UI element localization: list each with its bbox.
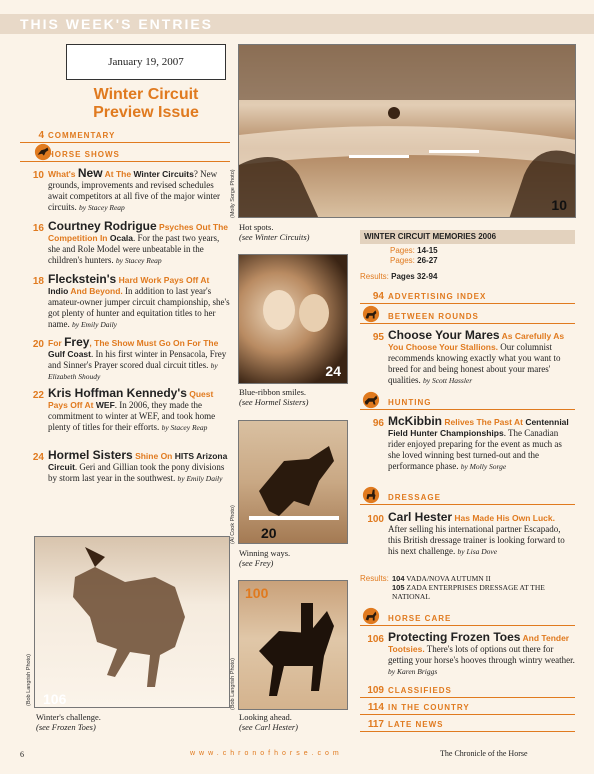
top-banner [0,14,594,34]
results-pages: Results: Pages 32-94 [360,272,438,281]
photo-winter-horse: 106 [34,536,230,708]
caption-winning-ways: Winning ways. (see Frey) [239,548,291,568]
page-number: 6 [20,750,24,759]
entry-frozen-toes[interactable]: 106 Protecting Frozen Toes And Tender Tootsies. There's lots of options out there for getting your horse's hooves through wintry weather. by Karen Briggs [367,630,575,676]
page-title: THIS WEEK'S ENTRIES [20,16,214,32]
entry-hormel-sisters[interactable]: 24 Hormel Sisters Shine On HITS Arizona Circuit. Geri and Gillian took the pony divisions by storm last year in the southwest. by Emily Daily [32,448,228,483]
section-late-news[interactable]: 117 LATE NEWS [360,719,575,732]
horse-rider-icon [362,305,380,323]
photo-show-ring: 10 [238,44,576,218]
entry-carl-hester[interactable]: 100 Carl Hester Has Made His Own Luck. After selling his international partner Escapado, this British dressage trainer is looking forward to his next challenge. by Lisa Dove [367,510,565,556]
caption-hot-spots: Hot spots. (see Winter Circuits) [239,222,310,242]
page-footer [0,746,594,774]
dressage-horse-icon [362,486,380,504]
photo-frey-jumper: 20 [238,420,348,544]
website-link[interactable]: www.chronofhorse.com [190,750,343,757]
entry-fleckstein[interactable]: 18 Fleckstein's Hard Work Pays Off At Indio And Beyond. In addition to last year's amateur-owner jumper circuit championship, she's got plenty of hunter and equitation titles to her name. by Emily Daily [32,272,230,329]
section-classifieds[interactable]: 109 CLASSIFIEDS [360,685,575,698]
entry-choose-your-mares[interactable]: 95 Choose Your Mares As Carefully As You Choose Your Stallions. Our columnist recommends knowing exactly what you want to breed for and being honest about your mares' qualities. by Scott Hassler [372,328,565,385]
caption-blue-ribbon: Blue-ribbon smiles. (see Hormel Sisters) [239,387,309,407]
section-horse-care[interactable]: HORSE CARE [360,613,575,626]
photo-carl-hester: 100 [238,580,348,710]
memories-box: WINTER CIRCUIT MEMORIES 2006 [360,230,575,244]
hunter-rider-icon [362,391,380,409]
issue-title: Winter Circuit Preview Issue [93,86,199,121]
publication-name: The Chronicle of the Horse [440,749,528,758]
section-dressage[interactable]: DRESSAGE [360,492,575,505]
entry-frey[interactable]: 20 For Frey, The Show Must Go On For The Gulf Coast. In his first winter in Pensacola, Frey and Sinner's Prayer scored dual circuit titles. by Elizabeth Shoudy [32,335,227,381]
horse-running-illustration [35,537,230,708]
section-horse-shows[interactable]: HORSE SHOWS [20,149,230,162]
memories-pages: Pages: 14-15 Pages: 26-27 [390,246,438,265]
photo-hormel-sisters: 24 [238,254,348,384]
entry-mckibbin[interactable]: 96 McKibbin Relives The Past At Centennial Field Hunter Championships. The Canadian rider enjoyed preparing for the event as much as she loved winning best turned-out and the performance phase. by Molly Sorge [372,414,569,471]
entry-courtney-rodrigue[interactable]: 16 Courtney Rodrigue Psyches Out The Competition In Ocala. For the past two years, she and Role Model were unbeatable in the children's hunters. by Stacey Reap [32,219,229,265]
section-commentary[interactable]: 4 COMMENTARY [20,130,230,143]
section-between-rounds[interactable]: BETWEEN ROUNDS [360,311,575,324]
entry-winter-circuits[interactable]: 10 What's New At The Winter Circuits? New grounds, improvements and revised schedules await competitors at all five of the major winter circuits. by Stacey Reap [32,166,220,212]
issue-date: January 19, 2007 [66,44,226,80]
section-hunting[interactable]: HUNTING [360,397,575,410]
caption-winter-challenge: Winter's challenge. (see Frozen Toes) [36,712,101,732]
section-advertising-index[interactable]: 94 ADVERTISING INDEX [360,291,575,304]
entry-kris-hoffman-kennedy[interactable]: 22 Kris Hoffman Kennedy's Quest Pays Off At WEF. In 2006, they made the commitment to winter at WEF, and took home plenty of titles for their efforts. by Stacey Reap [32,386,216,432]
horse-care-icon [362,607,380,625]
caption-looking-ahead: Looking ahead. (see Carl Hester) [239,712,299,732]
section-in-the-country[interactable]: 114 IN THE COUNTRY [360,702,575,715]
